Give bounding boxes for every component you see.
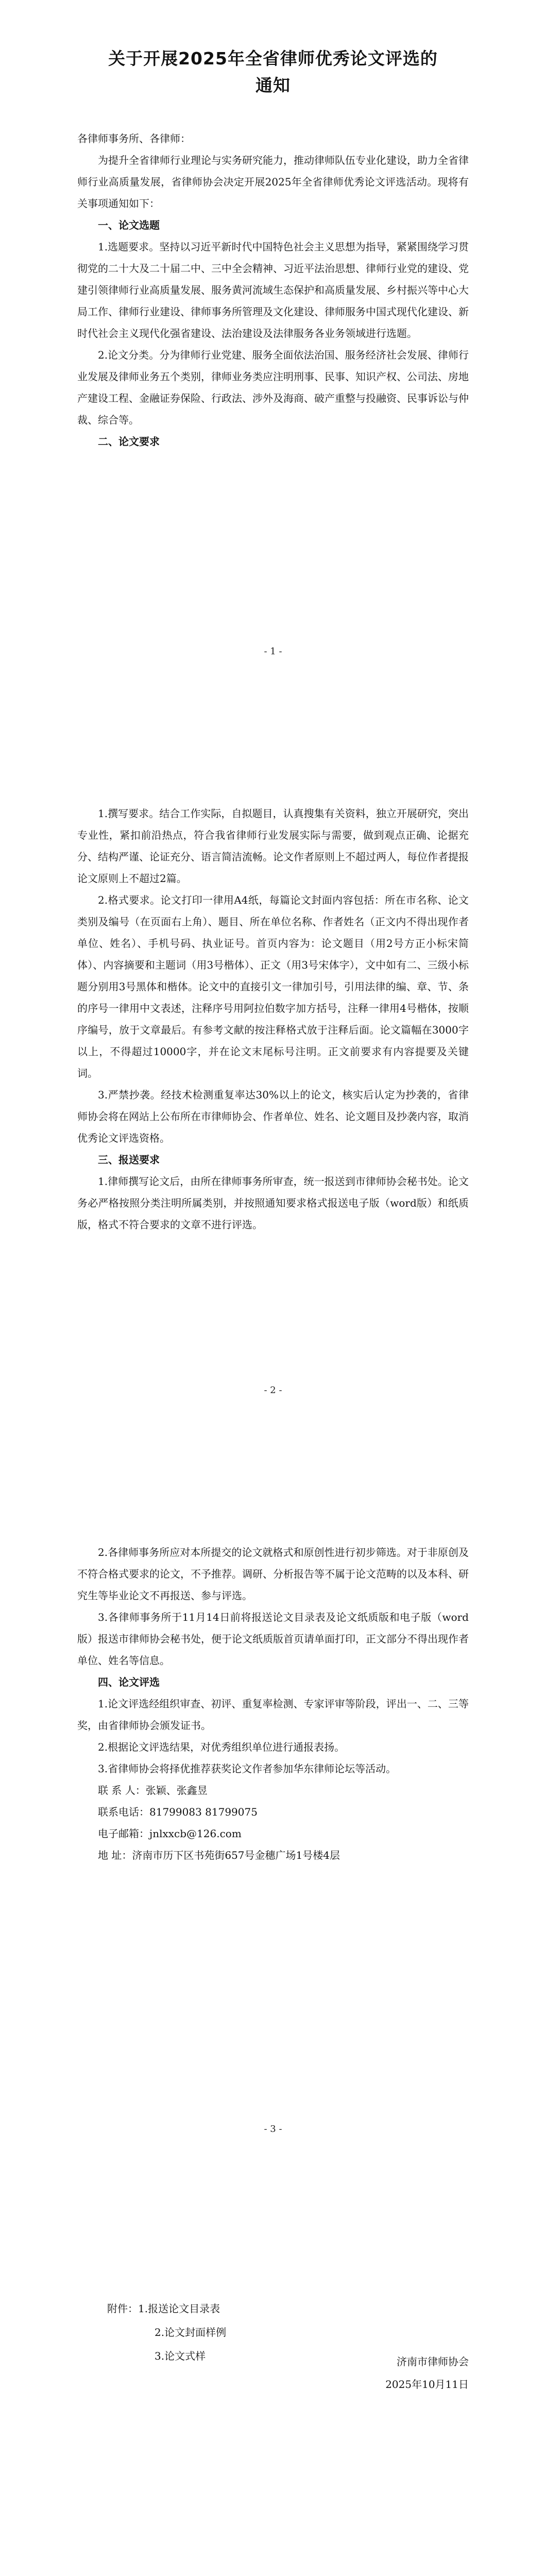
- page-2-body: [77, 803, 469, 1235]
- contact-email-label: 电子邮箱：: [98, 1827, 149, 1840]
- signature-org: 济南市律师协会: [397, 2355, 469, 2368]
- attachments-list: [107, 2297, 226, 2368]
- section-heading-2: 二、论文要求: [98, 435, 160, 448]
- contact-person-label: 联 系 人：: [98, 1784, 146, 1797]
- section-3-paragraph-1: 1.律师撰写论文后，由所在律师事务所审查，统一报送到市律师协会秘书处。论文务必严格按照分类注明所属类别，并按照通知要求格式报送电子版（word版）和纸质版，格式不符合要求的文章不进行评选。: [77, 1175, 469, 1231]
- page-3: [0, 1478, 546, 2216]
- section-4-paragraph-3: 3.省律师协会将择优推荐获奖论文作者参加华东律师论坛等活动。: [98, 1762, 397, 1775]
- section-3-paragraph-3: 3.各律师事务所于11月14日前将报送论文目录表及论文纸质版和电子版（word版）报送市律师协会秘书处，便于论文纸质版首页请单面打印，正文部分不得出现作者单位、姓名等信息。: [77, 1611, 469, 1667]
- contact-address-value: 济南市历下区书苑街657号金穗广场1号楼4层: [132, 1849, 340, 1861]
- contact-phone-label: 联系电话：: [98, 1806, 149, 1818]
- section-heading-3: 三、报送要求: [98, 1154, 160, 1166]
- section-2-paragraph-1: 1.撰写要求。结合工作实际，自拟题目，认真搜集有关资料，独立开展研究，突出专业性，紧扣前沿热点，符合我省律师行业发展实际与需要，做到观点正确、论据充分、结构严谨、论证充分、语言简洁流畅。论文作者原则上不超过两人，每位作者提报论文原则上不超过2篇。: [77, 807, 469, 885]
- signature-date: 2025年10月11日: [385, 2378, 469, 2391]
- attachments-label: 附件：: [107, 2302, 138, 2315]
- page-2: [0, 739, 546, 1478]
- contact-address: [77, 1844, 469, 1866]
- salutation: 各律师事务所、各律师：: [77, 132, 191, 145]
- page-number-1: - 1 -: [264, 646, 282, 657]
- attachment-item-2: 2.论文封面样例: [155, 2326, 227, 2338]
- intro-paragraph: 为提升全省律师行业理论与实务研究能力，推动律师队伍专业化建设，助力全省律师行业高质量发展，省律师协会决定开展2025年全省律师优秀论文评选活动。现将有关事项通知如下：: [77, 154, 469, 210]
- section-2-paragraph-2: 2.格式要求。论文打印一律用A4纸，每篇论文封面内容包括：所在市名称、论文类别及编号（在页面右上角）、题目、所在单位名称、作者姓名（正文内不得出现作者单位、姓名）、手机号码、执业证号。首页内容为：论文题目（用2号方正小标宋简体）、内容摘要和主题词（用3号楷体）、正文（用3号宋体字），文中如有二、三级小标题分别用3号黑体和楷体。论文中的直接引文一律加引号，引用法律的编、章、节、条的序号一律用中文表述，注释序号用阿拉伯数字加方括号，注释一律用4号楷体，按顺序编号，放于文章最后。有参考文献的按注释格式放于注释后面。论文篇幅在3000字以上，不得超过10000字，并在论文末尾标号注明。正文前要求有内容提要及关键词。: [77, 894, 469, 1079]
- attachment-item-1: [107, 2297, 226, 2320]
- section-1-paragraph-2: 2.论文分类。分为律师行业党建、服务全面依法治国、服务经济社会发展、律师行业发展及律师业务五个类别，律师业务类应注明刑事、民事、知识产权、公司法、房地产建设工程、金融证券保险、行政法、涉外及海商、破产重整与投融资、民事诉讼与仲裁、综合等。: [77, 349, 469, 426]
- contact-person-value: 张颖、张鑫昱: [145, 1784, 208, 1797]
- page-3-body: [77, 1541, 469, 1866]
- section-heading-1: 一、论文选题: [98, 219, 160, 231]
- page-number-3: - 3 -: [264, 2124, 282, 2134]
- page-1-body: [77, 128, 469, 452]
- section-heading-4: 四、论文评选: [98, 1676, 160, 1688]
- section-4-paragraph-2: 2.根据论文评选结果，对优秀组织单位进行通报表扬。: [98, 1741, 345, 1753]
- page-1: [0, 0, 546, 739]
- page-4: [0, 2216, 546, 2576]
- section-4-paragraph-1: 1.论文评选经组织审查、初评、重复率检测、专家评审等阶段，评出一、二、三等奖，由省律师协会颁发证书。: [77, 1698, 469, 1732]
- section-2-paragraph-3: 3.严禁抄袭。经技术检测重复率达30%以上的论文，核实后认定为抄袭的，省律师协会将在网站上公布所在市律师协会、作者单位、姓名、论文题目及抄袭内容，取消优秀论文评选资格。: [77, 1089, 469, 1144]
- contact-email-value: jnlxxcb@126.com: [149, 1827, 242, 1840]
- attachment-item-1-text: 1.报送论文目录表: [138, 2302, 220, 2315]
- document-title: [52, 45, 494, 99]
- title-line-2: 通知: [255, 75, 291, 95]
- section-3-paragraph-2: 2.各律师事务所应对本所提交的论文就格式和原创性进行初步筛选。对于非原创及不符合格式要求的论文，不予推荐。调研、分析报告等不属于论文范畴的以及本科、研究生等毕业论文不再报送、参与评选。: [77, 1546, 469, 1602]
- contact-phone: [77, 1801, 469, 1823]
- contact-person: [77, 1780, 469, 1801]
- section-1-paragraph-1: 1.选题要求。坚持以习近平新时代中国特色社会主义思想为指导，紧紧围绕学习贯彻党的二十大及二十届二中、三中全会精神、习近平法治思想、律师行业党的建设、党建引领律师行业高质量发展、服务黄河流域生态保护和高质量发展、乡村振兴等中心大局工作、律师行业建设、律师事务所管理及文化建设、律师服务中国式现代化建设、新时代社会主义现代化强省建设、法治建设及法律服务各业务领域进行选题。: [77, 241, 469, 340]
- contact-address-label: 地 址：: [98, 1849, 132, 1861]
- title-line-1: 关于开展2025年全省律师优秀论文评选的: [108, 48, 438, 69]
- contact-email: [77, 1823, 469, 1844]
- contact-phone-value: 81799083 81799075: [149, 1806, 258, 1818]
- signature-block: [385, 2350, 469, 2396]
- page-number-2: - 2 -: [264, 1385, 282, 1396]
- attachment-item-3: 3.论文式样: [155, 2350, 206, 2362]
